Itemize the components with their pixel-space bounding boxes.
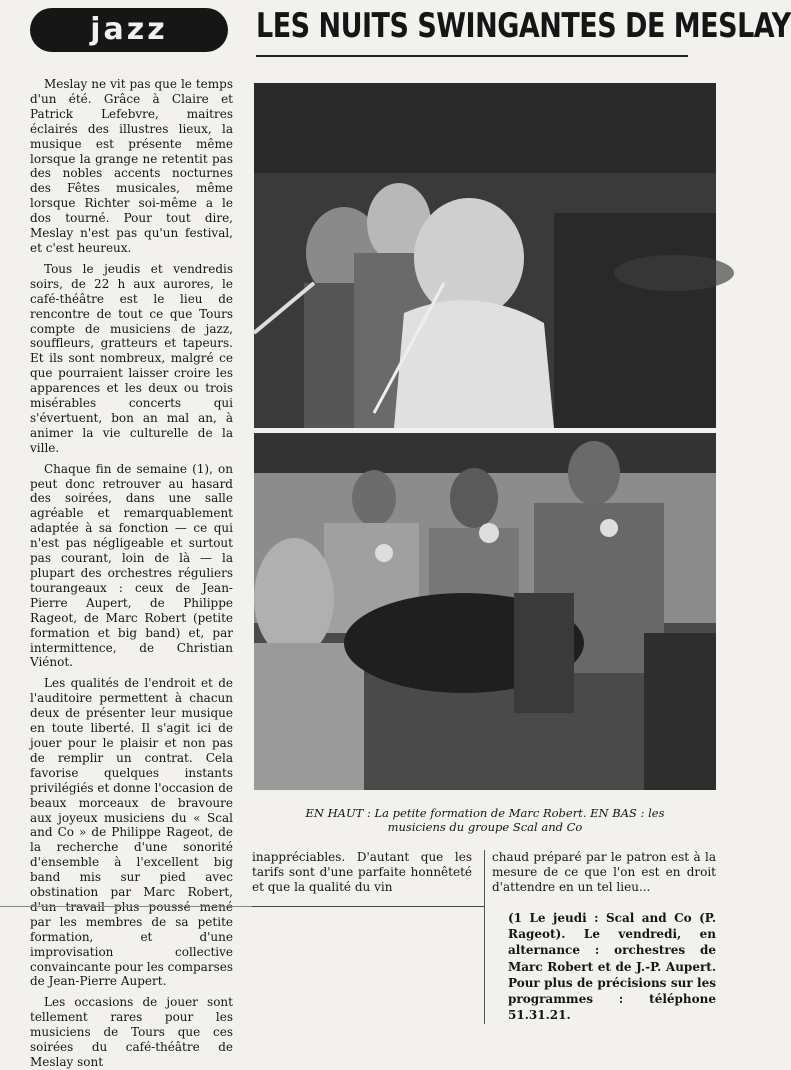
vertical-divider — [484, 850, 485, 1024]
photo-bottom-image — [254, 433, 716, 790]
caption-line-2: musiciens du groupe Scal and Co — [387, 820, 583, 834]
right-text: chaud préparé par le patron est à la mesure de ce que l'on est en droit d'attendre en un tel lieu... — [492, 850, 716, 894]
paragraph: Meslay ne vit pas que le temps d'un été. Grâce à Claire et Patrick Lefebvre, maitres éclairés des illustres lieux, la musique est présente même lorsque la grange ne retentit pas des nobles accents nocturnes des Fêtes musicales, même lorsque Richter soi-même a le dos tourné. Pour tout dire, Meslay n'est pas qu'un festival, et c'est heureux. — [30, 77, 233, 255]
footnote: (1 Le jeudi : Scal and Co (P. Rageot). Le vendredi, en alternance : orchestres de Marc Robert et de J.-P. Aupert. Pour plus de précisions sur les programmes : téléphone 51.31.21. — [508, 911, 716, 1023]
headline: LES NUITS SWINGANTES DE MESLAY — [256, 7, 791, 46]
article-left-column — [30, 77, 233, 1069]
photo-top-image — [254, 83, 716, 428]
section-badge: jazz — [30, 8, 228, 52]
photo-bottom-scal-and-co — [254, 433, 716, 790]
middle-text: inappréciables. D'autant que les tarifs sont d'une parfaite honnêteté et que la qualité du vin — [252, 850, 472, 894]
photo-caption — [254, 806, 716, 842]
caption-line-1: EN HAUT : La petite formation de Marc Robert. EN BAS : les — [305, 806, 665, 820]
paragraph: Tous le jeudis et vendredis soirs, de 22 h aux aurores, le café-théâtre est le lieu de rencontre de tout ce que Tours compte de musiciens de jazz, souffleurs, gratteurs et tapeurs. Et ils sont nombreux, malgré ce que pourraient laisser croire les apparences et les deux ou trois misérables concerts qui s'évertuent, bon an mal an, à animer la vie culturelle de la ville. — [30, 261, 233, 455]
paragraph: Chaque fin de semaine (1), on peut donc retrouver au hasard des soirées, dans une salle agréable et remarquablement adaptée à sa fonction — ce qui n'est pas négligeable et surtout pas courant, loin de là — la plupart des orchestres réguliers tourangeaux : ceux de Jean-Pierre Aupert, de Philippe Rageot, de Marc Robert (petite formation et big band) et, par intermittence, de Christian Viénot. — [30, 461, 233, 670]
paragraph: Les qualités de l'endroit et de l'auditoire permettent à chacun deux de présenter leur musique en toute liberté. Il s'agit ici de jouer pour le plaisir et non pas de remplir un contrat. Cela favorise quelques instants privilégiés et donne l'occasion de beaux morceaux de bravoure aux joyeux musiciens du « Scal and Co » de Philippe Rageot, de la recherche d'une sonorité d'ensemble à l'excellent big band mis sur pied avec obstination par Marc Robert, par les membres de sa petite formation, et d'une improvisation collective convaincante pour les comparses de Jean-Pierre Aupert. — [30, 676, 233, 989]
article-middle-column — [252, 850, 472, 900]
column-bottom-rule — [0, 906, 252, 907]
article-right-column — [492, 850, 716, 900]
photo-top-marc-robert-group — [254, 83, 716, 428]
middle-bottom-rule — [252, 906, 484, 907]
headline-rule — [256, 55, 688, 57]
paragraph: Les occasions de jouer sont tellement rares pour les musiciens de Tours que ces soirées du café-théâtre de Meslay sont — [30, 995, 233, 1069]
